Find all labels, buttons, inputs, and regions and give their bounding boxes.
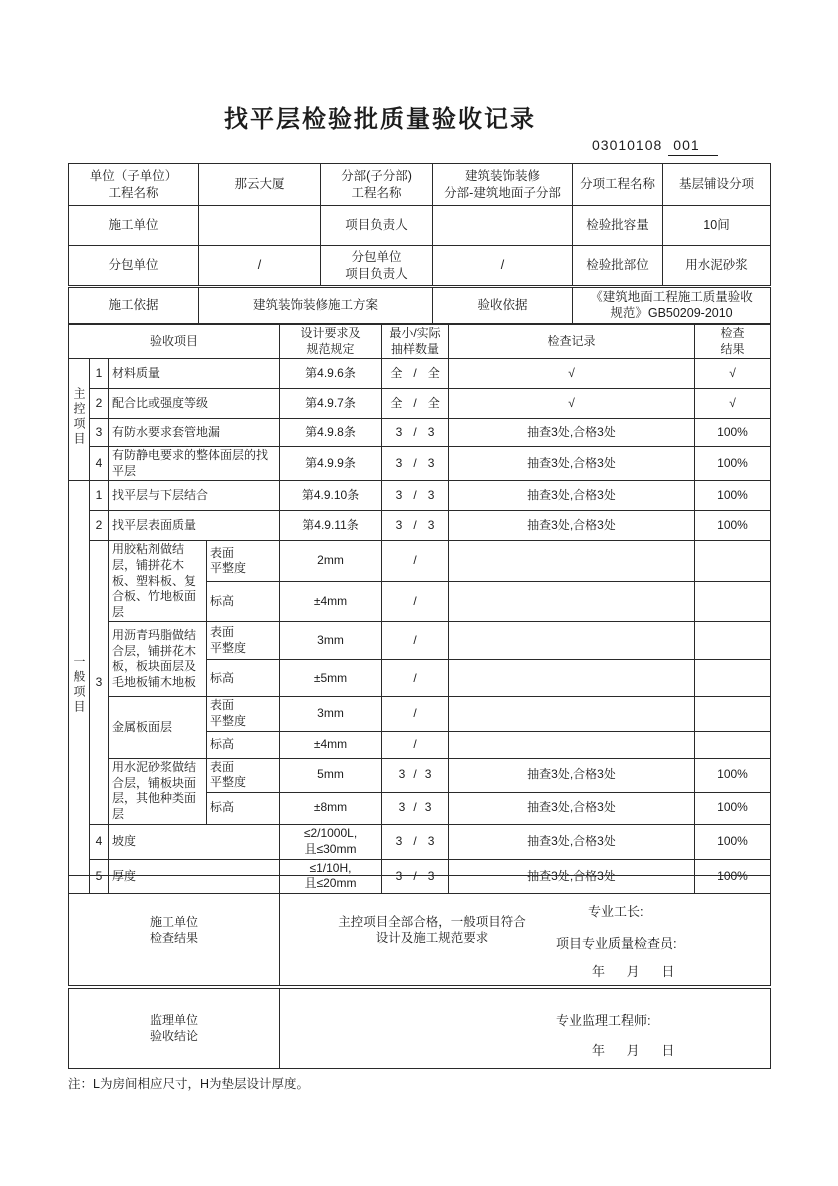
check-result: 100% xyxy=(695,792,771,824)
check-record xyxy=(449,660,695,697)
section-main-control: 主控项目 xyxy=(69,359,90,481)
sub-attribute: 标高 xyxy=(207,581,280,621)
item-name: 有防水要求套管地漏 xyxy=(109,419,280,447)
check-result: √ xyxy=(695,389,771,419)
sample-count: 3 / 3 xyxy=(382,792,449,824)
row-number: 4 xyxy=(90,447,109,481)
item-group-name: 金属板面层 xyxy=(109,697,207,758)
construction-basis-value: 建筑装饰装修施工方案 xyxy=(199,288,433,324)
doc-serial: 001 xyxy=(668,137,717,156)
section-general: 一般项目 xyxy=(69,481,90,894)
sample-count: 3 / 3 xyxy=(382,419,449,447)
check-result: √ xyxy=(695,359,771,389)
sample-count: / xyxy=(382,622,449,660)
batch-capacity-label: 检验批容量 xyxy=(573,206,663,246)
subcontractor-label: 分包单位 xyxy=(69,246,199,286)
subcontractor-value: / xyxy=(199,246,321,286)
requirement: ±4mm xyxy=(280,731,382,758)
table-row xyxy=(69,697,771,731)
table-row xyxy=(69,419,771,447)
sample-count: 3 / 3 xyxy=(382,824,449,859)
check-result xyxy=(695,581,771,621)
col-header-record: 检查记录 xyxy=(449,325,695,359)
requirement: 2mm xyxy=(280,541,382,581)
check-result: 100% xyxy=(695,419,771,447)
project-manager-value xyxy=(433,206,573,246)
table-row xyxy=(69,876,771,986)
requirement: 第4.9.11条 xyxy=(280,511,382,541)
table-row xyxy=(69,447,771,481)
check-result xyxy=(695,660,771,697)
row-number: 3 xyxy=(90,541,109,824)
requirement: ≤1/10H, 且≤20mm xyxy=(280,859,382,893)
sample-count: / xyxy=(382,541,449,581)
supervisor-conclusion-table xyxy=(68,988,771,1069)
check-record: 抽查3处,合格3处 xyxy=(449,824,695,859)
item-name: 有防静电要求的整体面层的找平层 xyxy=(109,447,280,481)
check-record xyxy=(449,697,695,731)
unit-project-label: 单位（子单位） 工程名称 xyxy=(69,164,199,206)
requirement: 第4.9.8条 xyxy=(280,419,382,447)
col-header-requirement: 设计要求及 规范规定 xyxy=(280,325,382,359)
item-name: 坡度 xyxy=(109,824,280,859)
sample-count: 全 / 全 xyxy=(382,359,449,389)
row-number: 2 xyxy=(90,389,109,419)
item-group-name: 用水泥砂浆做结合层，铺板块面层，其他种类面层 xyxy=(109,758,207,824)
item-name: 材料质量 xyxy=(109,359,280,389)
basis-table xyxy=(68,287,771,324)
page-title: 找平层检验批质量验收记录 xyxy=(224,106,536,133)
sample-count: / xyxy=(382,697,449,731)
col-header-result: 检查 结果 xyxy=(695,325,771,359)
check-record: 抽查3处,合格3处 xyxy=(449,447,695,481)
check-record: √ xyxy=(449,359,695,389)
requirement: 3mm xyxy=(280,697,382,731)
table-row xyxy=(69,359,771,389)
requirement: 第4.9.10条 xyxy=(280,481,382,511)
foreman-signature-label: 专业工长: xyxy=(588,904,644,919)
requirement: ≤2/1000L, 且≤30mm xyxy=(280,824,382,859)
supervisor-engineer-signature-label: 专业监理工程师: xyxy=(556,1013,651,1028)
sub-attribute: 表面 平整度 xyxy=(207,622,280,660)
item-group-name: 用沥青玛脂做结合层，铺拼花木板，板块面层及毛地板铺木地板 xyxy=(109,622,207,697)
check-record: 抽查3处,合格3处 xyxy=(449,419,695,447)
sample-count: 3 / 3 xyxy=(382,859,449,893)
check-record xyxy=(449,581,695,621)
requirement: 3mm xyxy=(280,622,382,660)
item-project-value: 基层铺设分项 xyxy=(663,164,771,206)
supervisor-conclusion-label: 监理单位 验收结论 xyxy=(69,989,280,1069)
row-number: 1 xyxy=(90,481,109,511)
sample-count: 3 / 3 xyxy=(382,481,449,511)
col-header-sample: 最小/实际 抽样数量 xyxy=(382,325,449,359)
supervisor-conclusion-content xyxy=(280,989,771,1069)
check-result xyxy=(695,697,771,731)
inspection-table xyxy=(68,324,771,894)
table-row xyxy=(69,481,771,511)
table-row xyxy=(69,758,771,792)
subdivision-value: 建筑装饰装修 分部-建筑地面子分部 xyxy=(433,164,573,206)
construction-basis-label: 施工依据 xyxy=(69,288,199,324)
check-result: 100% xyxy=(695,859,771,893)
sub-attribute: 表面 平整度 xyxy=(207,541,280,581)
table-row xyxy=(69,824,771,859)
table-header-row xyxy=(69,325,771,359)
contractor-value xyxy=(199,206,321,246)
batch-part-label: 检验批部位 xyxy=(573,246,663,286)
document-number xyxy=(592,137,718,153)
table-row xyxy=(69,622,771,660)
doc-code: 03010108 xyxy=(592,137,663,153)
sub-attribute: 表面 平整度 xyxy=(207,758,280,792)
table-row xyxy=(69,206,771,246)
check-result xyxy=(695,541,771,581)
contractor-label: 施工单位 xyxy=(69,206,199,246)
batch-capacity-value: 10间 xyxy=(663,206,771,246)
check-record: 抽查3处,合格3处 xyxy=(449,792,695,824)
sub-attribute: 标高 xyxy=(207,660,280,697)
row-number: 1 xyxy=(90,359,109,389)
subcontractor-pm-value: / xyxy=(433,246,573,286)
requirement: 第4.9.6条 xyxy=(280,359,382,389)
item-name: 配合比或强度等级 xyxy=(109,389,280,419)
check-record: √ xyxy=(449,389,695,419)
table-row xyxy=(69,989,771,1069)
check-record: 抽查3处,合格3处 xyxy=(449,758,695,792)
footnote: 注：L为房间相应尺寸，H为垫层设计厚度。 xyxy=(68,1077,309,1091)
check-result xyxy=(695,622,771,660)
item-project-label: 分项工程名称 xyxy=(573,164,663,206)
item-name: 找平层与下层结合 xyxy=(109,481,280,511)
table-row xyxy=(69,511,771,541)
row-number: 2 xyxy=(90,511,109,541)
project-info-table xyxy=(68,163,771,286)
sample-count: 3 / 3 xyxy=(382,511,449,541)
sub-attribute: 标高 xyxy=(207,792,280,824)
subcontractor-pm-label: 分包单位 项目负责人 xyxy=(321,246,433,286)
col-header-item: 验收项目 xyxy=(69,325,280,359)
table-row xyxy=(69,288,771,324)
date-line: 年 月 日 xyxy=(592,964,675,979)
check-result: 100% xyxy=(695,481,771,511)
builder-result-content xyxy=(280,876,771,986)
builder-result-label: 施工单位 检查结果 xyxy=(69,876,280,986)
sample-count: 3 / 3 xyxy=(382,447,449,481)
requirement: ±4mm xyxy=(280,581,382,621)
row-number: 3 xyxy=(90,419,109,447)
sample-count: / xyxy=(382,660,449,697)
item-group-name: 用胶粘剂做结层，铺拼花木板、塑料板、复合板、竹地板面层 xyxy=(109,541,207,622)
check-result: 100% xyxy=(695,447,771,481)
check-result xyxy=(695,731,771,758)
table-row xyxy=(69,164,771,206)
check-result: 100% xyxy=(695,758,771,792)
table-row xyxy=(69,246,771,286)
project-manager-label: 项目负责人 xyxy=(321,206,433,246)
item-name: 厚度 xyxy=(109,859,280,893)
item-name: 找平层表面质量 xyxy=(109,511,280,541)
acceptance-basis-label: 验收依据 xyxy=(433,288,573,324)
requirement: 第4.9.9条 xyxy=(280,447,382,481)
unit-project-value: 那云大厦 xyxy=(199,164,321,206)
table-row xyxy=(69,541,771,581)
row-number: 4 xyxy=(90,824,109,859)
check-record: 抽查3处,合格3处 xyxy=(449,859,695,893)
requirement: 5mm xyxy=(280,758,382,792)
check-record xyxy=(449,731,695,758)
requirement: ±8mm xyxy=(280,792,382,824)
sub-attribute: 表面 平整度 xyxy=(207,697,280,731)
sample-count: 全 / 全 xyxy=(382,389,449,419)
qc-inspector-signature-label: 项目专业质量检查员: xyxy=(556,936,677,951)
check-statement: 主控项目全部合格，一般项目符合 设计及施工规范要求 xyxy=(338,915,526,946)
check-record xyxy=(449,541,695,581)
requirement: 第4.9.7条 xyxy=(280,389,382,419)
subdivision-label: 分部(子分部) 工程名称 xyxy=(321,164,433,206)
acceptance-basis-value: 《建筑地面工程施工质量验收 规范》GB50209-2010 xyxy=(573,288,771,324)
table-row xyxy=(69,389,771,419)
date-line: 年 月 日 xyxy=(592,1043,675,1058)
check-result: 100% xyxy=(695,511,771,541)
builder-result-table xyxy=(68,875,771,986)
check-record xyxy=(449,622,695,660)
sub-attribute: 标高 xyxy=(207,731,280,758)
check-result: 100% xyxy=(695,824,771,859)
row-number: 5 xyxy=(90,859,109,893)
sample-count: 3 / 3 xyxy=(382,758,449,792)
batch-part-value: 用水泥砂浆 xyxy=(663,246,771,286)
sample-count: / xyxy=(382,581,449,621)
check-record: 抽查3处,合格3处 xyxy=(449,511,695,541)
requirement: ±5mm xyxy=(280,660,382,697)
check-record: 抽查3处,合格3处 xyxy=(449,481,695,511)
sample-count: / xyxy=(382,731,449,758)
